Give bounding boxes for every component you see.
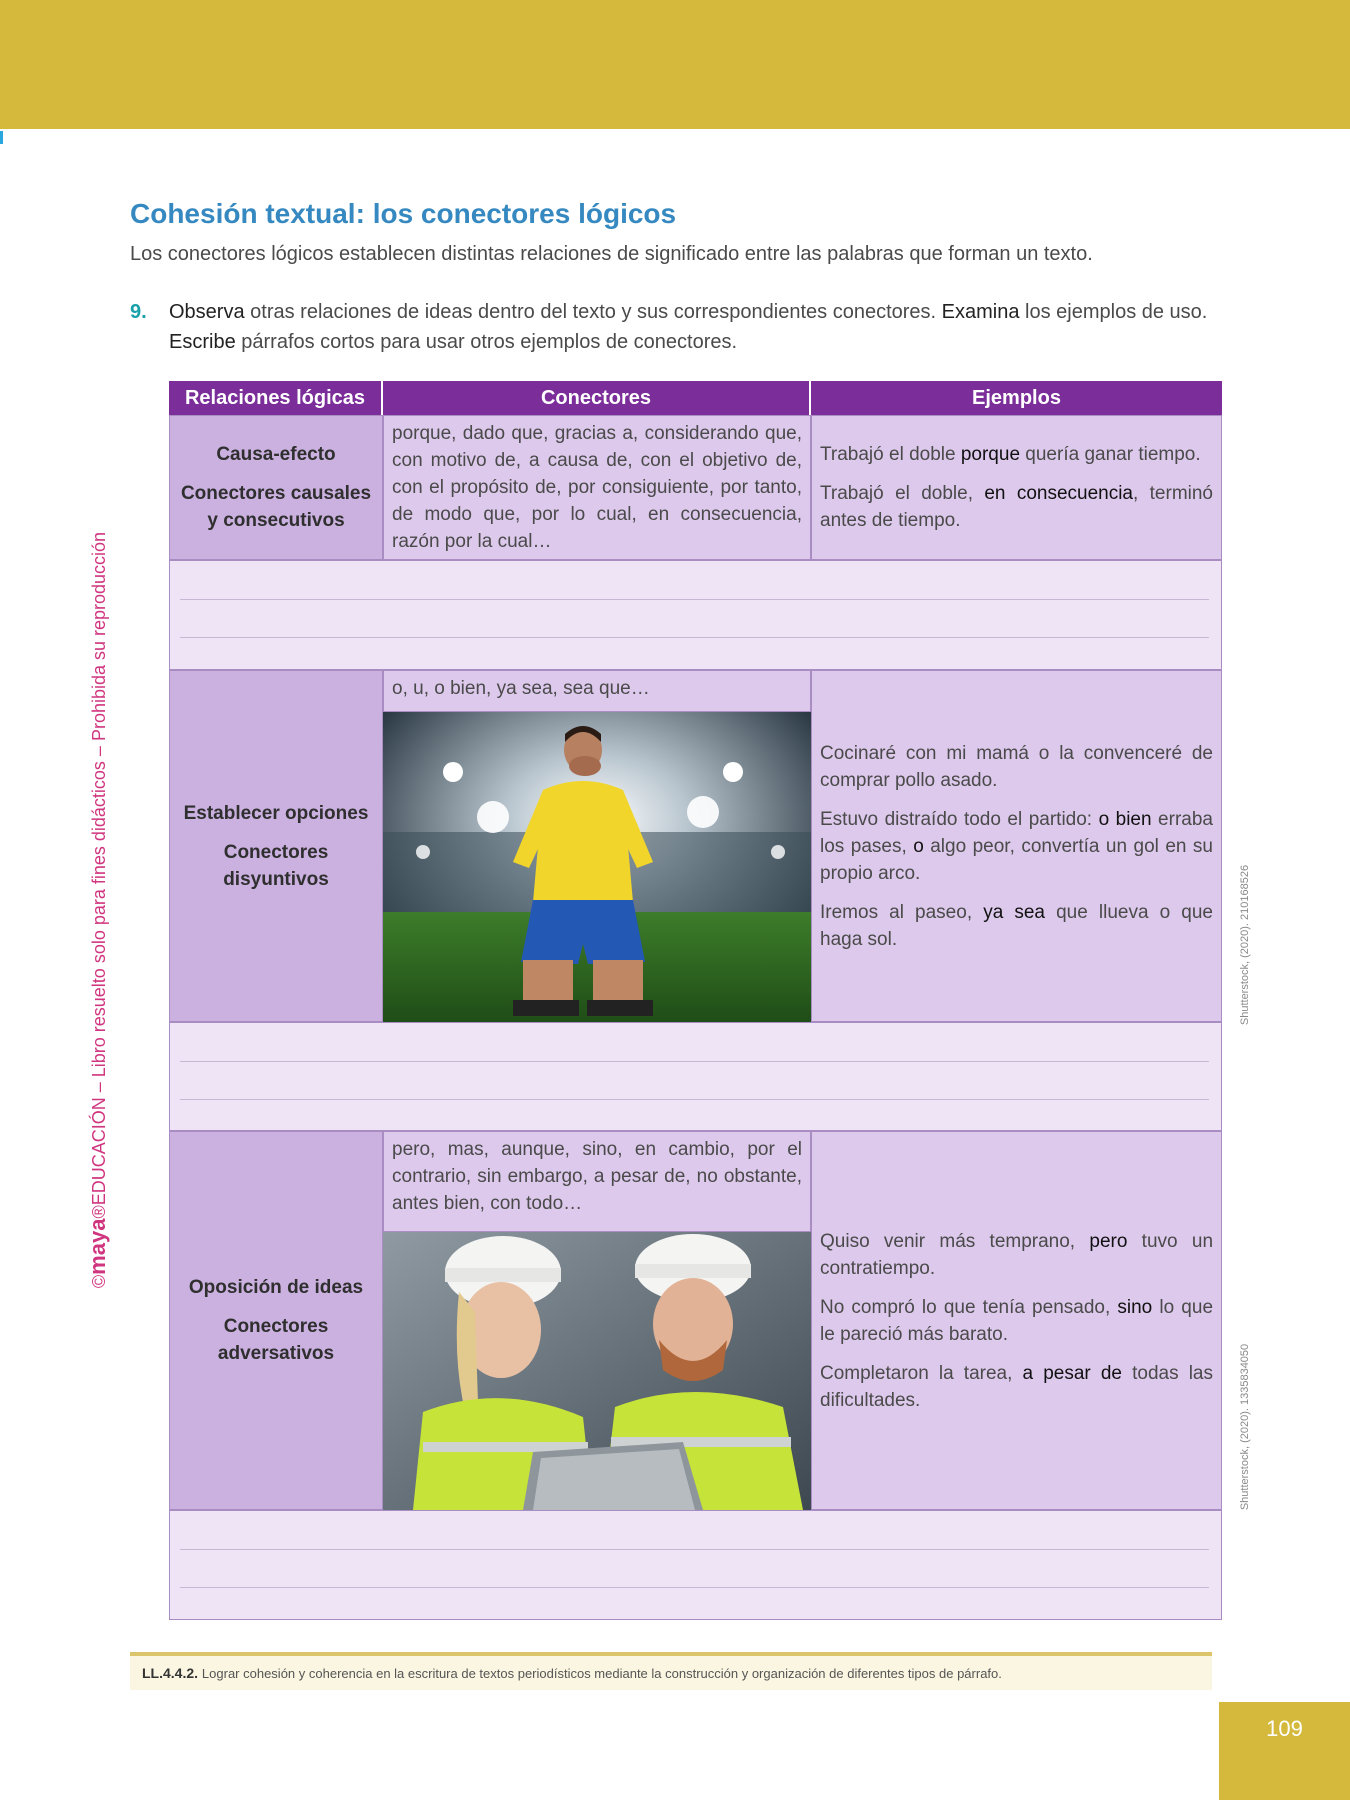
standard-code: LL.4.4.2.	[142, 1665, 199, 1681]
standard-description: Lograr cohesión y coherencia en la escritura de textos periodísticos mediante la construcción y organización de diferentes tipos de párrafo.	[201, 1666, 1002, 1681]
examples-cell	[811, 415, 1222, 560]
connectors-list: porque, dado que, gracias a, considerando que, con motivo de, a causa de, con el objetivo de, con el propósito de, por consiguiente, por tanto, de modo que, por lo cual, en consecuencia, razón por la cual…	[383, 415, 811, 560]
copyright-watermark	[85, 532, 111, 1288]
writing-line	[180, 1549, 1209, 1550]
header-relations: Relaciones lógicas	[169, 381, 383, 415]
relation-cell	[169, 1131, 383, 1510]
photo-credit: Shutterstock, (2020). 1335834050	[1239, 1343, 1251, 1511]
writing-line	[180, 599, 1209, 600]
connectors-table	[169, 381, 1222, 1620]
relation-cell	[169, 670, 383, 1022]
connector-type: Conectores adversativos	[217, 1316, 335, 1364]
example-sentence: Completaron la tarea, a pesar de todas las dificultades.	[820, 1362, 1213, 1411]
writing-area[interactable]	[169, 560, 1222, 670]
relation-name: Oposición de ideas	[188, 1277, 364, 1298]
watermark-text: ®EDUCACIÓN – Libro resuelto solo para fines didácticos – Prohibida su reproducción	[89, 531, 109, 1219]
relation-cell	[169, 415, 383, 560]
page-number: 109	[1266, 1716, 1303, 1741]
section-intro: Los conectores lógicos establecen distintas relaciones de significado entre las palabras que forman un texto.	[130, 243, 1093, 265]
watermark-brand: maya	[85, 1218, 110, 1275]
example-sentence: Quiso venir más temprano, pero tuvo un contratiempo.	[820, 1230, 1214, 1279]
writing-line	[180, 637, 1209, 638]
engineers-illustration	[383, 1232, 811, 1510]
header-connectors: Conectores	[383, 381, 811, 415]
curriculum-standard	[130, 1656, 1212, 1690]
header-examples: Ejemplos	[811, 381, 1222, 415]
writing-line	[180, 1061, 1209, 1062]
writing-line	[180, 1099, 1209, 1100]
connectors-list: pero, mas, aunque, sino, en cambio, por el contrario, sin embargo, a pesar de, no obstante, antes bien, con todo…	[383, 1131, 811, 1232]
writing-line	[180, 1587, 1209, 1588]
example-sentence: Trabajó el doble, en consecuencia, terminó antes de tiempo.	[820, 483, 1214, 531]
writing-area[interactable]	[169, 1022, 1222, 1131]
connectors-list: o, u, o bien, ya sea, sea que…	[383, 670, 811, 712]
example-sentence: Estuvo distraído todo el partido: o bien erraba los pases, o algo peor, convertía un gol en su propio arco.	[820, 808, 1213, 884]
connector-type: Conectores disyuntivos	[223, 841, 329, 890]
activity-number: 9.	[130, 301, 147, 323]
instruction-text: Observa otras relaciones de ideas dentro del texto y sus correspondientes conectores. Examina los ejemplos de uso. Escribe párrafos cortos para usar otros ejemplos de conectores.	[169, 301, 1208, 353]
connector-type: Conectores causales y consecutivos	[180, 483, 372, 531]
relation-name: Establecer opciones	[183, 802, 369, 824]
example-sentence: Iremos al paseo, ya sea que llueva o que haga sol.	[820, 901, 1213, 950]
watermark-prefix: ©	[89, 1274, 109, 1289]
examples-cell	[811, 1131, 1222, 1510]
soccer-player-photo	[383, 712, 811, 1022]
page-number-box	[1219, 1702, 1350, 1800]
photo-credit: Shutterstock, (2020). 210168526	[1239, 864, 1251, 1026]
soccer-player-illustration	[383, 712, 811, 1022]
top-color-band	[0, 0, 1350, 129]
example-sentence: Trabajó el doble porque quería ganar tiempo.	[820, 444, 1201, 465]
examples-cell	[811, 670, 1222, 1022]
top-accent-tick	[0, 131, 3, 144]
activity-instruction	[130, 297, 1220, 357]
example-sentence: Cocinaré con mi mamá o la convenceré de comprar pollo asado.	[820, 742, 1213, 791]
engineers-photo	[383, 1232, 811, 1510]
writing-area[interactable]	[169, 1510, 1222, 1620]
relation-name: Causa-efecto	[216, 444, 336, 465]
example-sentence: No compró lo que tenía pensado, sino lo que le pareció más barato.	[820, 1296, 1214, 1345]
section-title: Cohesión textual: los conectores lógicos	[130, 198, 677, 229]
